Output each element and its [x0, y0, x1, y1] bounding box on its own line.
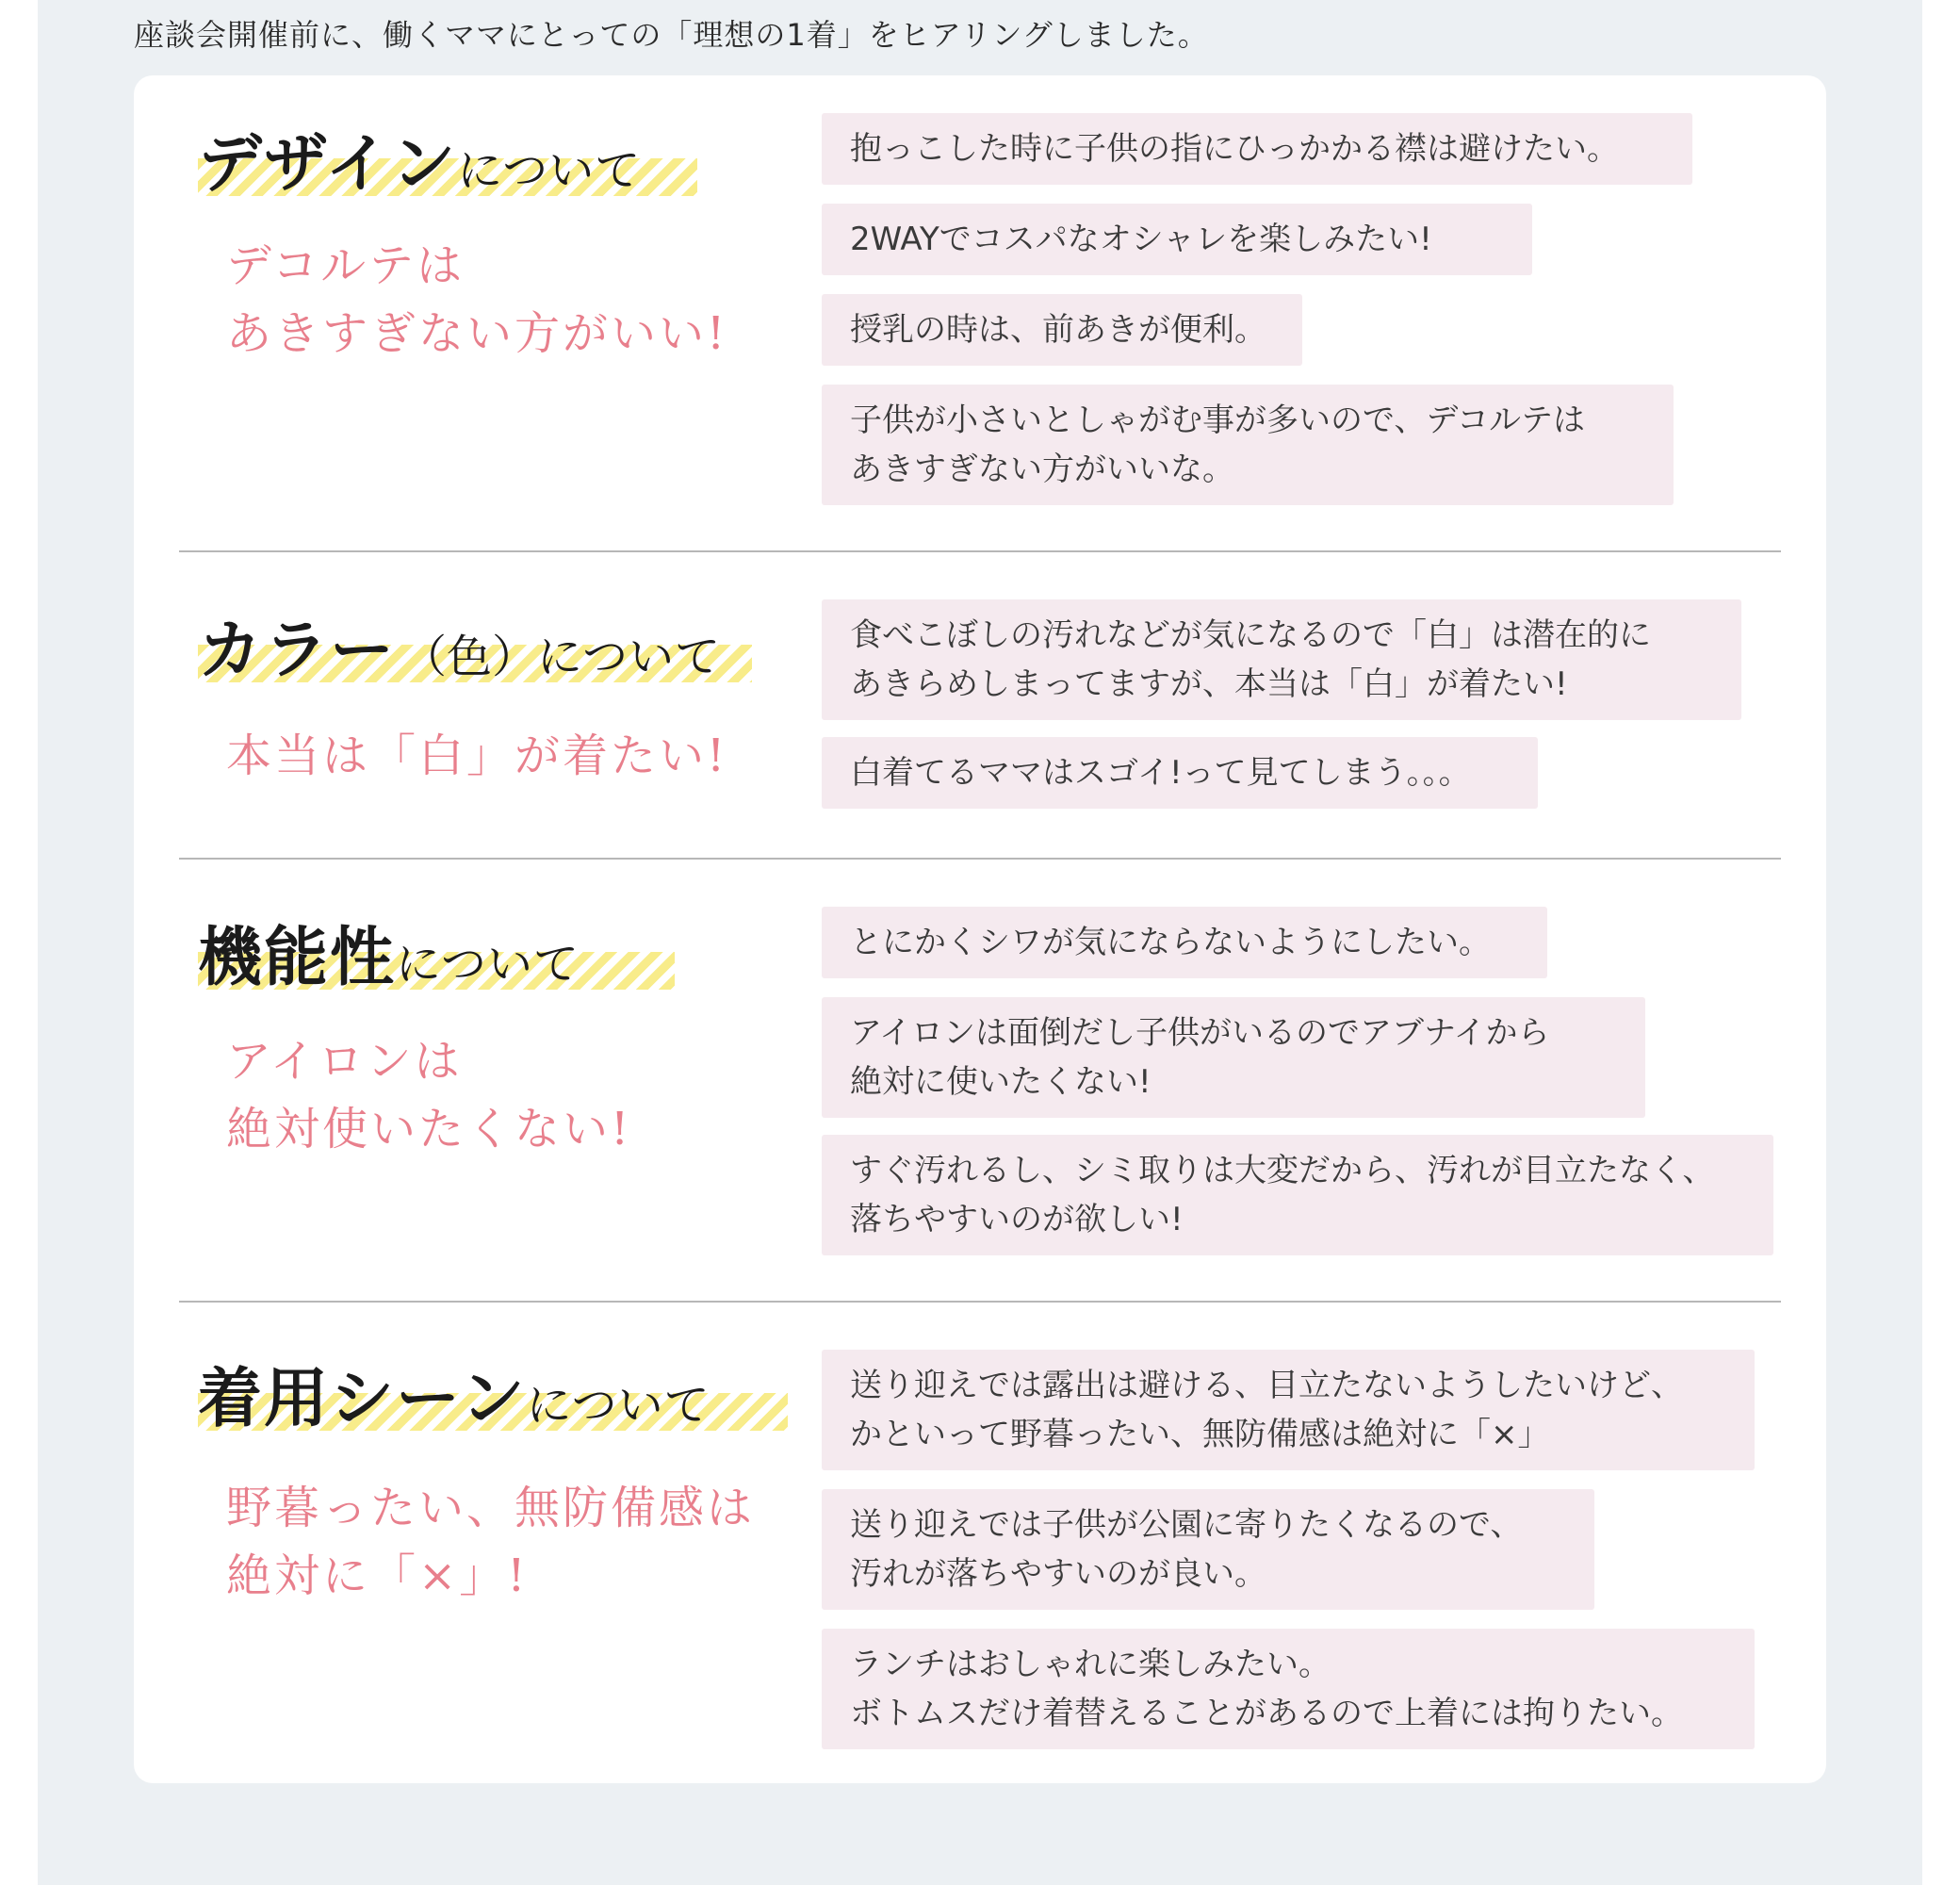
- comment-line: かといって野暮ったい、無防備感は絶対に「×」: [850, 1416, 1550, 1453]
- comment-bubble: [822, 204, 1532, 275]
- comment-line: 食べこぼしの汚れなどが気になるので「白」は潜在的に: [850, 616, 1651, 654]
- heading-main: カラー: [198, 613, 397, 688]
- comment-line: 汚れが落ちやすいのが良い。: [850, 1555, 1266, 1593]
- heading-main: デザイン: [198, 126, 458, 202]
- section-divider: [179, 1301, 1781, 1303]
- heading-suffix: について: [457, 144, 642, 197]
- comment-bubble: [822, 385, 1674, 505]
- comment-line: 子供が小さいとしゃがむ事が多いので、デコルテは: [850, 402, 1585, 439]
- hearing-card: [134, 75, 1826, 1783]
- comment-bubble: [822, 907, 1547, 978]
- heading-main: 機能性: [198, 920, 397, 995]
- comment-bubble: [822, 737, 1538, 809]
- heading-suffix: について: [396, 938, 580, 991]
- comment-bubble: [822, 294, 1302, 366]
- catch-line: 絶対に「×」!: [226, 1549, 529, 1602]
- comment-line: あきらめしまってますが、本当は「白」が着たい!: [850, 665, 1568, 703]
- comment-line: アイロンは面倒だし子供がいるのでアブナイから: [850, 1014, 1550, 1052]
- comment-bubble: [822, 1135, 1773, 1255]
- comment-bubble: [822, 113, 1692, 185]
- comment-line: あきすぎない方がいいな。: [850, 451, 1234, 488]
- comment-line: 送り迎えでは露出は避ける、目立たないようしたいけど、: [850, 1367, 1683, 1404]
- comment-bubble: [822, 1489, 1594, 1610]
- catch-line: アイロンは: [226, 1035, 463, 1088]
- section-catchphrase: [226, 1027, 631, 1163]
- comment-line: とにかくシワが気にならないようにしたい。: [850, 924, 1491, 961]
- section-divider: [179, 550, 1781, 552]
- comment-line: 授乳の時は、前あきが便利。: [850, 311, 1266, 349]
- comment-line: すぐ汚れるし、シミ取りは大変だから、汚れが目立たなく、: [850, 1152, 1715, 1189]
- section-heading: [198, 613, 722, 688]
- section-heading: [198, 920, 580, 995]
- comment-line: 落ちやすいのが欲しい!: [850, 1201, 1184, 1238]
- comment-line: 2WAYでコスパなオシャレを楽しみたい!: [850, 221, 1432, 258]
- catch-line: 野暮ったい、無防備感は: [226, 1482, 756, 1534]
- comment-bubble: [822, 997, 1645, 1118]
- section-catchphrase: [226, 722, 727, 790]
- comment-line: 絶対に使いたくない!: [850, 1063, 1152, 1101]
- section-heading: [198, 1361, 710, 1436]
- comment-line: 白着てるママはスゴイ!って見てしまう。。。: [850, 754, 1471, 792]
- section-divider: [179, 858, 1781, 860]
- heading-suffix: について: [537, 631, 722, 683]
- catch-line: デコルテは: [226, 239, 466, 292]
- comment-bubble: [822, 1350, 1755, 1470]
- catch-line: あきすぎない方がいい!: [226, 307, 728, 360]
- comment-line: ボトムスだけ着替えることがあるので上着には拘りたい。: [850, 1695, 1683, 1732]
- section-catchphrase: [226, 1474, 755, 1610]
- comment-line: 抱っこした時に子供の指にひっかかる襟は避けたい。: [850, 130, 1619, 168]
- intro-text: 座談会開催前に、働くママにとっての「理想の1着」をヒアリングしました。: [134, 17, 1209, 53]
- heading-suffix: について: [526, 1379, 710, 1432]
- catch-line: 本当は「白」が着たい!: [226, 729, 728, 782]
- comment-bubble: [822, 599, 1741, 720]
- section-heading: [198, 126, 642, 202]
- section-catchphrase: [226, 232, 727, 368]
- comment-line: ランチはおしゃれに楽しみたい。: [850, 1646, 1331, 1683]
- heading-paren: （色）: [401, 631, 538, 683]
- catch-line: 絶対使いたくない!: [226, 1103, 632, 1156]
- comment-bubble: [822, 1629, 1755, 1749]
- heading-main: 着用シーン: [198, 1361, 527, 1436]
- comment-line: 送り迎えでは子供が公園に寄りたくなるので、: [850, 1506, 1523, 1544]
